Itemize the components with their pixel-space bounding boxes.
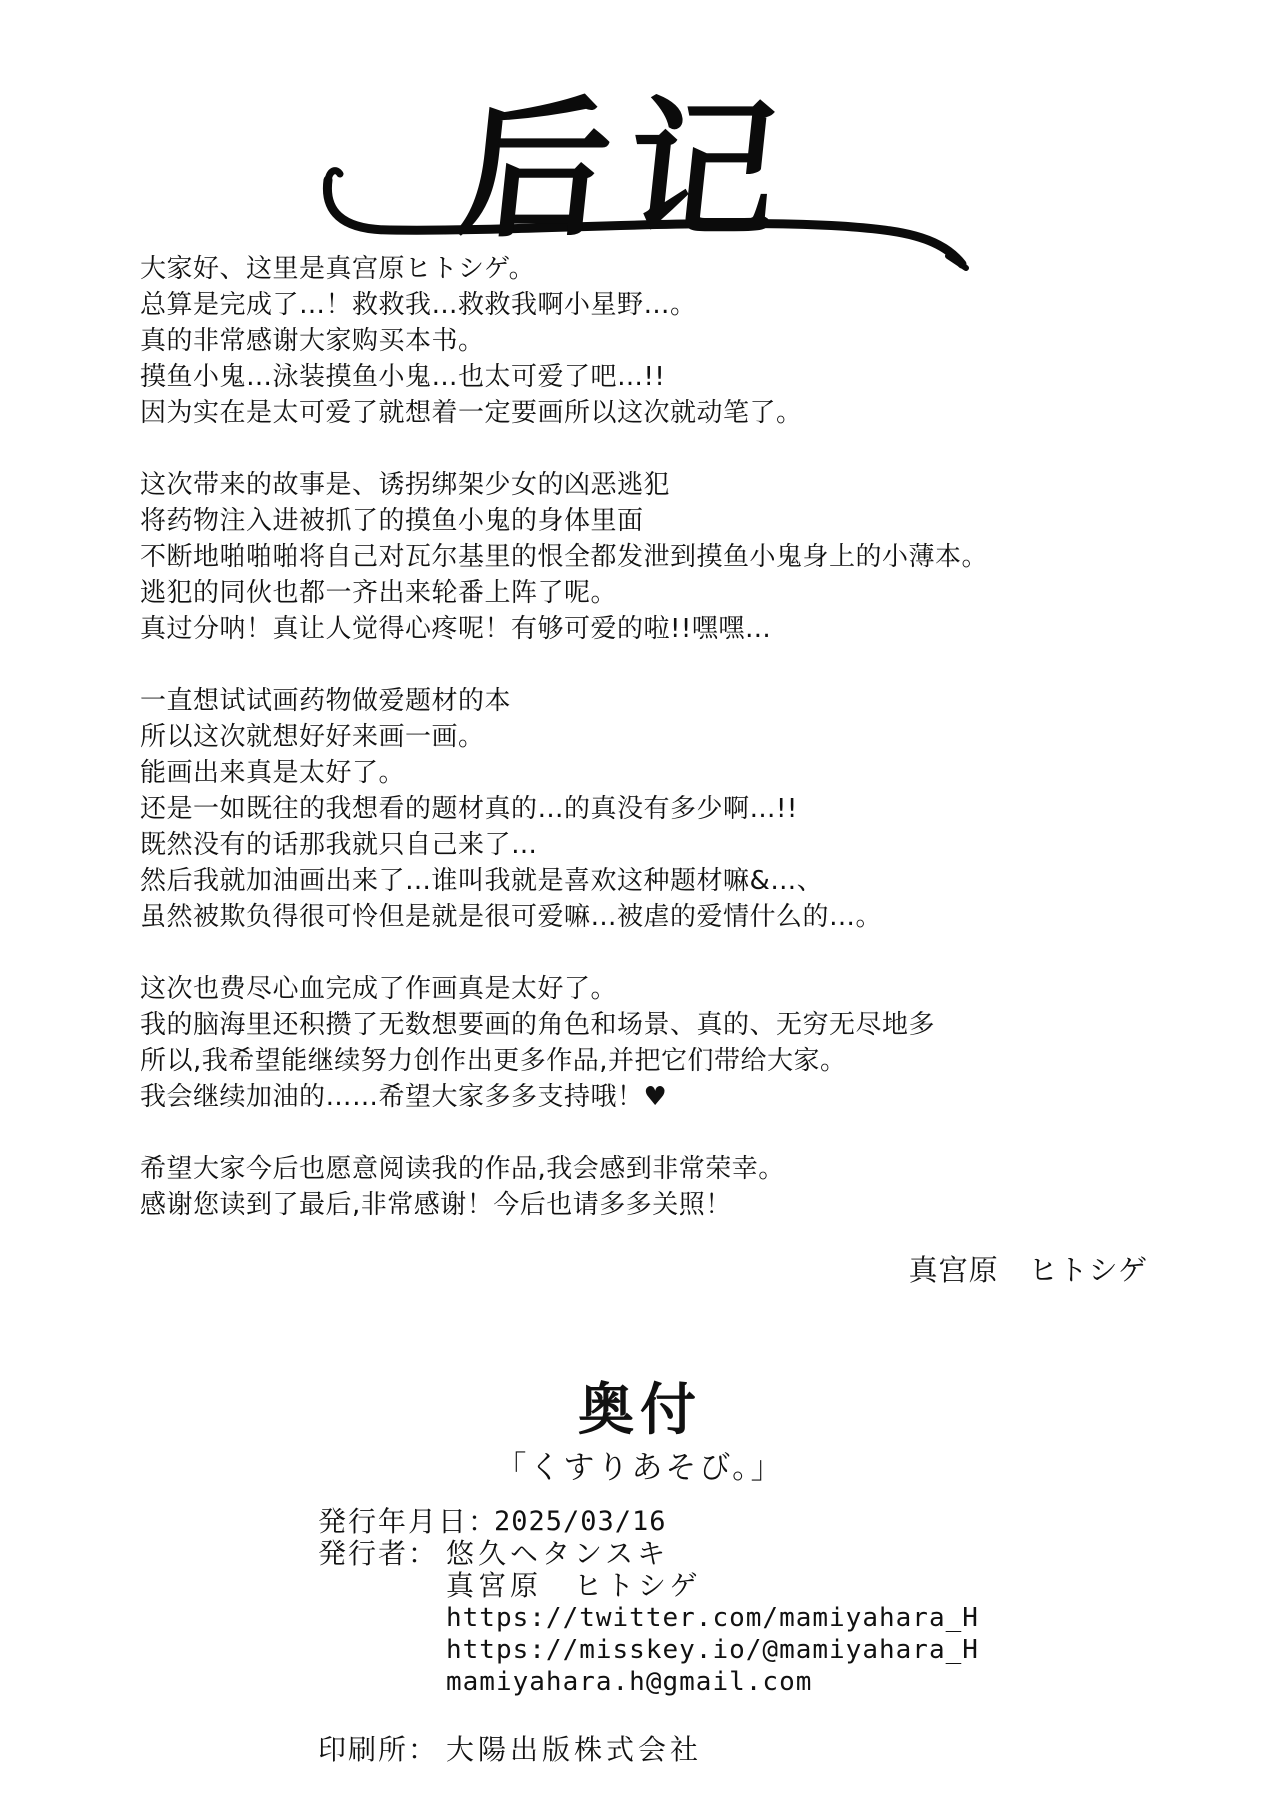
misskey-link[interactable]: https://misskey.io/@mamiyahara_H (446, 1635, 979, 1665)
publish-date-value: 2025/03/16 (494, 1506, 667, 1537)
colophon-heading: 奥付 (578, 1378, 702, 1443)
text-line: 摸鱼小鬼…泳装摸鱼小鬼…也太可爱了吧…!! (140, 362, 666, 392)
text-line: 还是一如既往的我想看的题材真的…的真没有多少啊…!! (140, 794, 798, 824)
paragraph (140, 251, 1140, 431)
text-line: 这次带来的故事是、诱拐绑架少女的凶恶逃犯 (140, 470, 671, 500)
paragraph (140, 683, 1140, 935)
twitter-row (318, 1602, 1078, 1634)
text-line: 一直想试试画药物做爱题材的本 (140, 686, 512, 716)
email-link[interactable]: mamiyahara.h@gmail.com (446, 1667, 813, 1697)
colophon-details (318, 1506, 1078, 1698)
text-line: 这次也费尽心血完成了作画真是太好了。 (140, 974, 618, 1004)
paragraph (140, 1151, 1140, 1223)
email-row (318, 1666, 1078, 1698)
text-line: 逃犯的同伙也都一齐出来轮番上阵了呢。 (140, 578, 618, 608)
paragraph (140, 467, 1140, 647)
text-line: 将药物注入进被抓了的摸鱼小鬼的身体里面 (140, 506, 644, 536)
text-line: 所以这次就想好好来画一画。 (140, 722, 485, 752)
text-line: 所以,我希望能继续努力创作出更多作品,并把它们带给大家。 (140, 1046, 847, 1076)
text-line: 感谢您读到了最后,非常感谢！今后也请多多关照！ (140, 1190, 732, 1220)
text-line: 因为实在是太可爱了就想着一定要画所以这次就动笔了。 (140, 398, 803, 428)
publish-date-label: 発行年月日： (318, 1505, 499, 1538)
text-line: 能画出来真是太好了。 (140, 758, 406, 788)
afterword-title-block (320, 80, 980, 280)
publish-date-row (318, 1506, 1078, 1538)
text-line: 真的非常感谢大家购买本书。 (140, 326, 485, 356)
text-line: 大家好、这里是真宫原ヒトシゲ。 (140, 254, 536, 284)
text-line: 虽然被欺负得很可怜但是就是很可爱嘛…被虐的爱情什么的…。 (140, 902, 883, 932)
text-line: 真过分呐！真让人觉得心疼呢！有够可爱的啦!!嘿嘿… (140, 614, 772, 644)
publisher-author: 真宮原 ヒトシゲ (446, 1569, 702, 1602)
afterword-body (140, 251, 1140, 1259)
author-signature: 真宫原 ヒトシゲ (908, 1253, 1148, 1287)
page-title: 后记 (450, 82, 806, 258)
text-line: 不断地啪啪啪将自己对瓦尔基里的恨全都发泄到摸鱼小鬼身上的小薄本。 (140, 542, 989, 572)
twitter-link[interactable]: https://twitter.com/mamiyahara_H (446, 1603, 979, 1633)
text-line: 总算是完成了…！救救我…救救我啊小星野…。 (140, 290, 697, 320)
printer-label: 印刷所： (318, 1733, 439, 1766)
text-line: 然后我就加油画出来了…谁叫我就是喜欢这种题材嘛&…、 (140, 866, 824, 896)
text-line: 我的脑海里还积攒了无数想要画的角色和场景、真的、无穷无尽地多 (140, 1010, 936, 1040)
text-line: 我会继续加油的……希望大家多多支持哦！♥ (140, 1082, 668, 1112)
publisher-circle: 悠久ヘタンスキ (446, 1537, 670, 1570)
misskey-row (318, 1634, 1078, 1666)
publisher-label: 発行者： (318, 1537, 439, 1570)
publisher-row (318, 1538, 1078, 1570)
text-line: 希望大家今后也愿意阅读我的作品,我会感到非常荣幸。 (140, 1154, 785, 1184)
book-title: 「くすりあそび。」 (495, 1450, 785, 1486)
printer-value: 大陽出版株式会社 (446, 1733, 703, 1766)
paragraph (140, 971, 1140, 1115)
publisher-author-row (318, 1570, 1078, 1602)
text-line: 既然没有的话那我就只自己来了… (140, 830, 538, 860)
